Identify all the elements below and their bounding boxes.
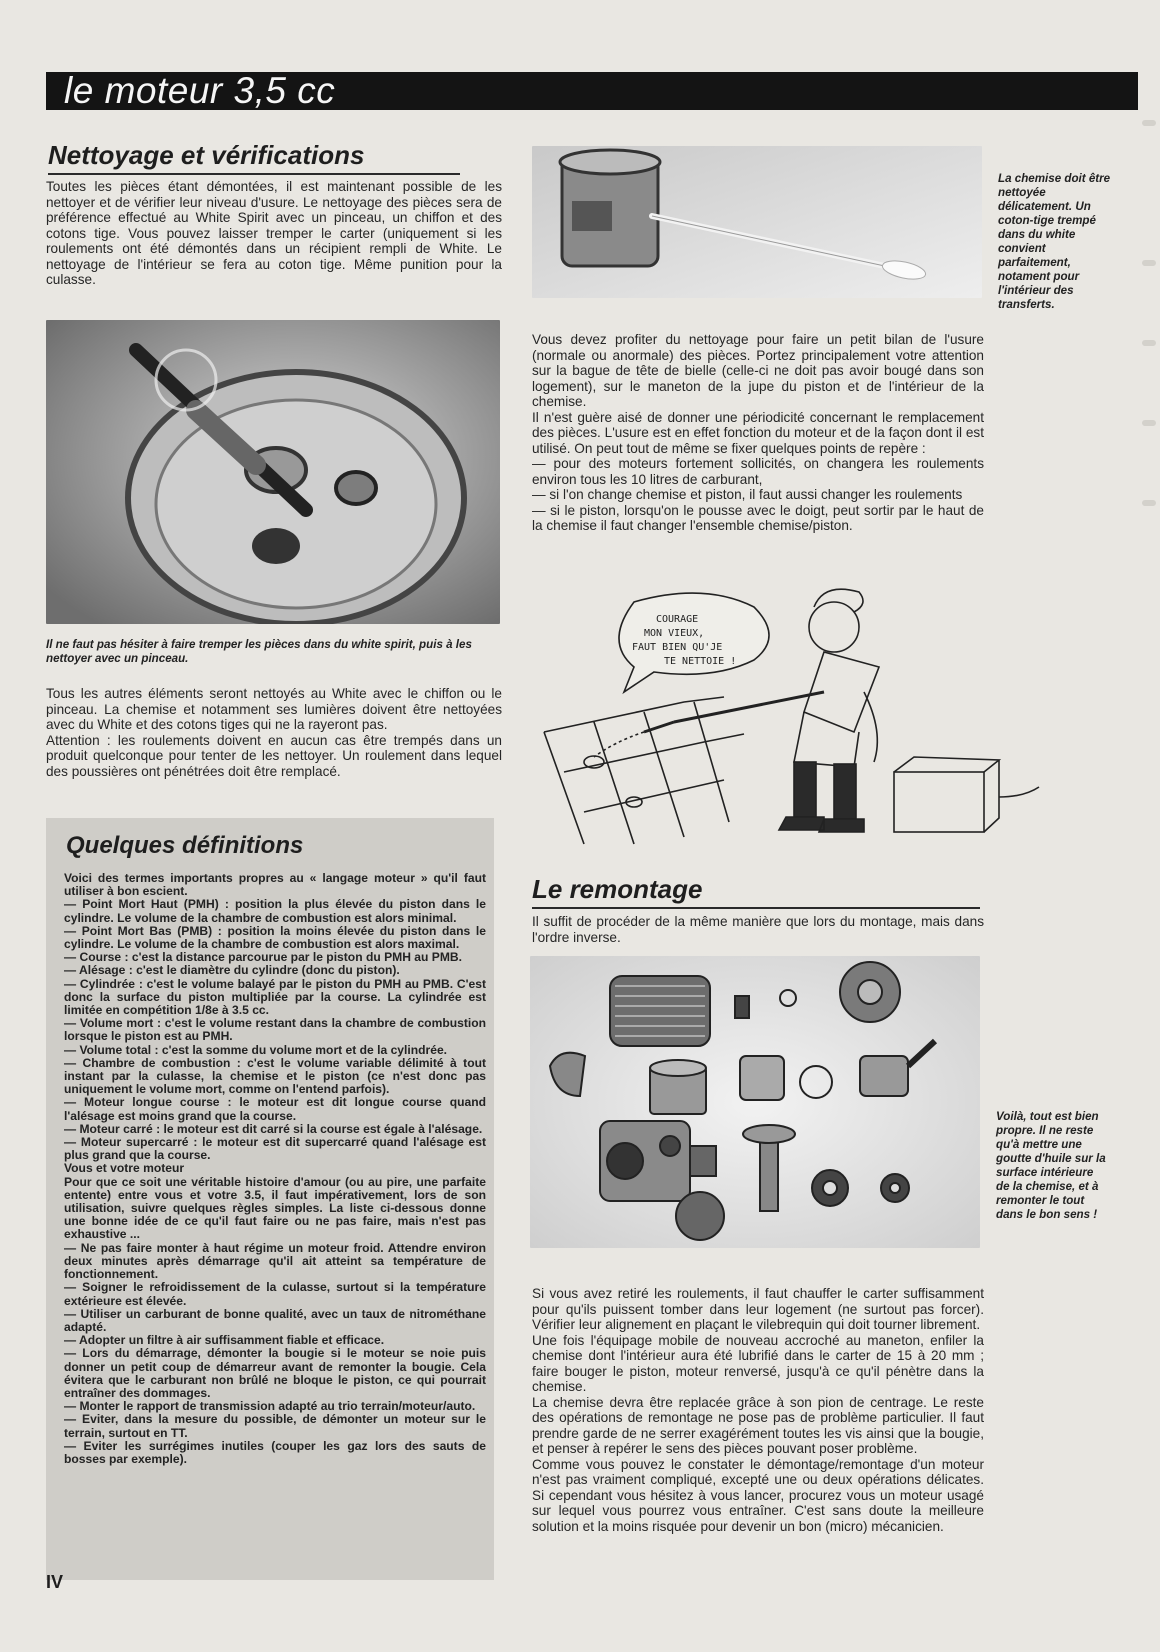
cleaning-intro	[46, 179, 502, 288]
definition-line: — Point Mort Bas (PMB) : position la moins élevée du piston dans le cylindre. Le volume de la chambre de combustion est alors maximal.	[64, 923, 486, 952]
cartoon-bubble-line: FAUT BIEN QU'JE	[632, 642, 723, 653]
reassembly-line: Une fois l'équipage mobile de nouveau accroché au maneton, enfiler la chemise dont l'intérieur aura été lubrifié dans le carter de 15 à 20 mm ; faire bouger le piston, moteur renversé, jusqu'à ce qu'il pénètre dans la chemise.	[532, 1332, 984, 1394]
caption-liner: La chemise doit être nettoyée délicatement. Un coton-tige trempé dans du white convient parfaitement, notament pour l'intérieur des transferts.	[998, 172, 1111, 311]
margin-mark	[1142, 420, 1156, 426]
definition-line: — Eviter, dans la mesure du possible, de démonter un moteur sur le terrain, surtout en TT.	[64, 1412, 486, 1440]
reassembly-text	[532, 1286, 984, 1534]
definition-line: — Ne pas faire monter à haut régime un moteur froid. Attendre environ deux minutes après démarrage qu'il ait atteint sa température de fonctionnement.	[64, 1240, 486, 1282]
cleaning-intro-text: Toutes les pièces étant démontées, il est maintenant possible de les nettoyer et de vérifier leur niveau d'usure. Le nettoyage des pièces sera de préférence effectué au White Spirit avec un pinceau, un chiffon et des cotons tige. Vous pouvez laisser tremper le carter (uniquement si les roulements ont été démontés dans un récipient rempli de White. Le nettoyage de l'intérieur se fera au coton tige. Même punition pour la culasse.	[46, 179, 502, 287]
cartoon-bubble-line: COURAGE	[656, 614, 699, 625]
wear-line: — si l'on change chemise et piston, il faut aussi changer les roulements	[532, 487, 963, 502]
cleaning-body	[46, 686, 502, 779]
definition-line: — Soigner le refroidissement de la culasse, surtout si la température extérieure est élevée.	[64, 1280, 486, 1308]
reassembly-intro: Il suffit de procéder de la même manière que lors du montage, mais dans l'ordre inverse.	[532, 914, 984, 945]
definition-line: — Course : c'est la distance parcourue par le piston du PMH au PMB.	[64, 950, 463, 965]
page-number: IV	[46, 1572, 64, 1592]
margin-mark	[1142, 120, 1156, 126]
cleaning-para: Tous les autres éléments seront nettoyés au White avec le chiffon ou le pinceau. La chemise et notamment ses lumières doivent être nettoyées avec du White et des cotons tiges qui ne la rayeront pas.	[46, 686, 502, 732]
definition-line: — Volume total : c'est la somme du volume mort et de la cylindrée.	[64, 1042, 448, 1057]
cartoon-bubble-line: MON VIEUX,	[644, 628, 705, 639]
wear-line: Il n'est guère aisé de donner une périodicité concernant le remplacement des pièces. L'usure est en effet fonction du moteur et de la façon dont il est utilisé. On peut tout de même se fixer quelques points de repère :	[532, 409, 984, 456]
caption-parts: Voilà, tout est bien propre. Il ne reste qu'à mettre une goutte d'huile sur la surface intérieure de la chemise, et à remonter le tout dans le bon sens !	[996, 1110, 1106, 1221]
definition-line: — Chambre de combustion : c'est le volume variable délimité à tout instant par la culasse, la chemise et le piston (ce n'est donc pas uniquement le volume mort, comme on l'entend parfois).	[64, 1055, 486, 1097]
definition-line: — Volume mort : c'est le volume restant dans la chambre de combustion lorsque le piston est au PMH.	[64, 1016, 486, 1044]
section-title-reassembly: Le remontage	[532, 874, 980, 909]
margin-mark	[1142, 260, 1156, 266]
definition-line: — Alésage : c'est le diamètre du cylindre (donc du piston).	[64, 963, 400, 978]
wear-line: — pour des moteurs fortement sollicités, on changera les roulements environ tous les 10 litres de carburant,	[532, 456, 984, 487]
banner-title: le moteur 3,5 cc	[64, 70, 336, 111]
photo-liner-swab	[532, 146, 982, 298]
cartoon-cleaning	[524, 582, 1044, 854]
definition-line: — Utiliser un carburant de bonne qualité, avec un taux de nitrométhane adapté.	[64, 1306, 486, 1334]
caption-bowl: Il ne faut pas hésiter à faire tremper les pièces dans du white spirit, puis à les nettoyer avec un pinceau.	[46, 638, 472, 665]
definition-line: — Moteur supercarré : le moteur est dit supercarré quand l'alésage est plus grand que la course.	[64, 1135, 486, 1163]
section-title-cleaning: Nettoyage et vérifications	[48, 140, 460, 175]
margin-mark	[1142, 340, 1156, 346]
definitions-title: Quelques définitions	[66, 832, 304, 859]
wear-check-text	[532, 332, 984, 534]
reassembly-line: Si vous avez retiré les roulements, il faut chauffer le carter suffisamment pour qu'ils puissent tomber dans leur logement (ne surtout pas forcer). Vérifier leur alignement en plaçant le vilebrequin qui doit tourner librement.	[532, 1286, 984, 1332]
photo-engine-parts	[530, 956, 980, 1248]
definition-line: — Adopter un filtre à air suffisamment fiable et efficace.	[64, 1333, 385, 1348]
wear-line: — si le piston, lorsqu'on le pousse avec le doigt, peut sortir par le haut de la chemise il faut changer l'ensemble chemise/piston.	[532, 502, 984, 533]
margin-mark	[1142, 500, 1156, 506]
definitions-text	[64, 872, 486, 1466]
page-banner	[46, 72, 1138, 110]
definition-line: — Cylindrée : c'est le volume balayé par le piston du PMH au PMB. C'est donc la surface du piston multipliée par la course. La cylindrée est limitée en compétition 1/8e à 3.5 cc.	[64, 976, 486, 1018]
definition-line: — Moteur longue course : le moteur est dit longue course quand l'alésage est moins grand que la course.	[64, 1095, 486, 1123]
definition-line: Pour que ce soit une véritable histoire d'amour (ou au pire, une parfaite entente) entre vous et votre 3.5, il faut impérativement, lors de son utilisation, suivre quelques règles simples. La liste ci-dessous donne une bonne idée de ce qu'il faut faire ou ne pas faire, mais n'est pas exhaustive ...	[64, 1174, 486, 1242]
definition-line: — Monter le rapport de transmission adapté au trio terrain/moteur/auto.	[64, 1399, 476, 1414]
photo-bowl-parts	[46, 320, 500, 624]
definition-line: — Moteur carré : le moteur est dit carré si la course est égale à l'alésage.	[64, 1121, 483, 1136]
wear-line: Vous devez profiter du nettoyage pour faire un petit bilan de l'usure (normale ou anormale) des pièces. Portez principalement votre attention sur la bague de tête de bielle (celle-ci ne doit pas avoir bougé dans son logement), sur le maneton de la jupe du piston et de l'intérieur de la chemise.	[532, 332, 984, 409]
reassembly-line: Comme vous pouvez le constater le démontage/remontage d'un moteur n'est pas vraiment compliqué, excepté une ou deux opérations délicates. Si cependant vous hésitez à vous lancer, procurez vous un moteur usagé sur lequel vous pourrez vous entraîner. C'est sans doute la meilleure solution et la moins risquée pour devenir un bon (micro) mécanicien.	[532, 1456, 984, 1534]
reassembly-line: La chemise devra être replacée grâce à son pion de centrage. Le reste des opérations de remontage ne pose pas de problème particulier. Il faut prendre garde de ne serrer exagérément toutes les vis ainsi que la bougie, et penser à repérer le sens des pièces pouvant poser problème.	[532, 1394, 984, 1456]
definition-line: Vous et votre moteur	[64, 1161, 185, 1176]
cleaning-para: Attention : les roulements doivent en aucun cas être trempés dans un produit quelconque pour tenter de les nettoyer. Un roulement dans lequel des poussières ont pénétrées doit être remplacé.	[46, 732, 502, 779]
cartoon-bubble-line: TE NETTOIE !	[664, 656, 737, 667]
definition-line: — Eviter les surrégimes inutiles (couper les gaz lors des sauts de bosses par exemple).	[64, 1438, 486, 1466]
definition-line: — Lors du démarrage, démonter la bougie si le moteur se noie puis donner un petit coup de démarreur avant de remonter la bougie. Cela évitera que le carburant non brûlé ne bloque le piston, ce qui pourrait entraîner des dommages.	[64, 1346, 486, 1400]
definition-line: — Point Mort Haut (PMH) : position la plus élevée du piston dans le cylindre. Le volume de la chambre de combustion est alors minimal.	[64, 897, 486, 925]
definition-line: Voici des termes importants propres au « langage moteur » qu'il faut utiliser à bon escient.	[64, 871, 486, 899]
